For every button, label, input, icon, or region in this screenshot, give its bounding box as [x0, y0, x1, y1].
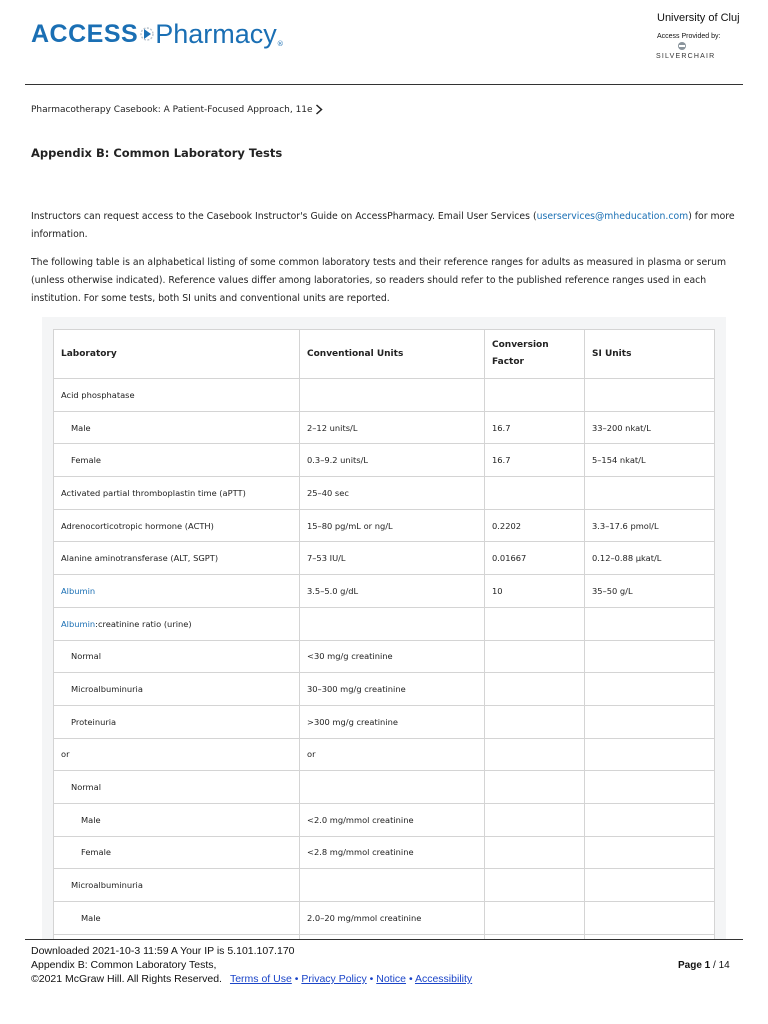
- cell-si: [585, 607, 715, 640]
- page-title: Appendix B: Common Laboratory Tests: [31, 146, 283, 160]
- table-row: [54, 869, 715, 902]
- cell-si: [585, 477, 715, 510]
- copyright-text: ©2021 McGraw Hill. All Rights Reserved.: [31, 973, 222, 985]
- cell-factor: [485, 379, 585, 412]
- cell-conventional: 7–53 IU/L: [300, 542, 485, 575]
- cell-si: 33–200 nkat/L: [585, 411, 715, 444]
- cell-factor: 0.01667: [485, 542, 585, 575]
- footer-links: [230, 973, 472, 985]
- cell-si: 35–50 g/L: [585, 575, 715, 608]
- cell-conventional: or: [300, 738, 485, 771]
- cell-factor: [485, 705, 585, 738]
- cell-si: [585, 705, 715, 738]
- cell-si: [585, 869, 715, 902]
- page-number: [678, 960, 730, 971]
- cell-laboratory: [54, 575, 300, 608]
- cell-factor: [485, 607, 585, 640]
- col-header-conventional-units: Conventional Units: [300, 330, 485, 379]
- cell-conventional: 2.0–20 mg/mmol creatinine: [300, 902, 485, 935]
- cell-laboratory: Alanine aminotransferase (ALT, SGPT): [54, 542, 300, 575]
- table-row: [54, 379, 715, 412]
- cell-si: 3.3–17.6 pmol/L: [585, 509, 715, 542]
- cell-si: [585, 379, 715, 412]
- download-info: Downloaded 2021-10-3 11:59 A Your IP is 5.101.107.170: [31, 945, 295, 957]
- cell-si: [585, 673, 715, 706]
- cell-laboratory: Acid phosphatase: [54, 379, 300, 412]
- cell-factor: [485, 869, 585, 902]
- accesspharmacy-logo[interactable]: [31, 14, 284, 54]
- userservices-email-link[interactable]: userservices@mheducation.com: [536, 211, 689, 222]
- table-row: [54, 607, 715, 640]
- cell-laboratory: Proteinuria: [54, 705, 300, 738]
- table-row: [54, 542, 715, 575]
- cell-conventional: 25–40 sec: [300, 477, 485, 510]
- institution-name: University of Cluj: [657, 12, 740, 24]
- cell-laboratory: [54, 607, 300, 640]
- cell-factor: 10: [485, 575, 585, 608]
- footer-separator: •: [369, 973, 374, 985]
- cell-laboratory: Microalbuminuria: [54, 673, 300, 706]
- logo-gear-arrow-icon: [140, 22, 154, 46]
- table-row: [54, 411, 715, 444]
- cell-si: [585, 738, 715, 771]
- table-row: [54, 477, 715, 510]
- table-row: [54, 738, 715, 771]
- cell-laboratory: Microalbuminuria: [54, 869, 300, 902]
- table-row: [54, 640, 715, 673]
- cell-conventional: [300, 379, 485, 412]
- cell-conventional: >300 mg/g creatinine: [300, 705, 485, 738]
- cell-laboratory: Normal: [54, 640, 300, 673]
- table-row: [54, 836, 715, 869]
- instructor-access-paragraph: [31, 208, 743, 244]
- table-row: [54, 509, 715, 542]
- table-intro-paragraph: The following table is an alphabetical listing of some common laboratory tests and their reference ranges for adults as measured in plasma or serum (unless otherwise indicated). Reference values differ among laboratories, so readers should refer to the published reference ranges used in each institution. For some tests, both SI units and conventional units are reported.: [31, 257, 727, 304]
- table-row: [54, 673, 715, 706]
- chevron-right-icon: [315, 104, 323, 115]
- footer-divider: [25, 939, 743, 940]
- footer-separator: •: [408, 973, 413, 985]
- cell-factor: 16.7: [485, 444, 585, 477]
- cell-si: [585, 836, 715, 869]
- cell-si: 0.12–0.88 μkat/L: [585, 542, 715, 575]
- cell-conventional: 3.5–5.0 g/dL: [300, 575, 485, 608]
- table-row: [54, 705, 715, 738]
- cell-si: [585, 902, 715, 935]
- copyright-line: [31, 973, 472, 985]
- paragraph1-text-before: Instructors can request access to the Casebook Instructor's Guide on AccessPharmacy. Email User Services (: [31, 211, 537, 222]
- notice-link[interactable]: Notice: [376, 973, 407, 985]
- col-header-conversion-factor: Conversion Factor: [485, 330, 585, 379]
- table-row: [54, 771, 715, 804]
- cell-factor: [485, 640, 585, 673]
- page-header: [0, 0, 768, 85]
- cell-conventional: 30–300 mg/g creatinine: [300, 673, 485, 706]
- cell-conventional: 15–80 pg/mL or ng/L: [300, 509, 485, 542]
- terms-of-use-link[interactable]: Terms of Use: [229, 973, 292, 985]
- cell-si: [585, 803, 715, 836]
- table-row: [54, 575, 715, 608]
- table-row: [54, 902, 715, 935]
- cell-si: [585, 640, 715, 673]
- cell-conventional: 0.3–9.2 units/L: [300, 444, 485, 477]
- cell-si: 5–154 nkat/L: [585, 444, 715, 477]
- paragraph1-text-after: ) for more information.: [31, 211, 735, 240]
- logo-registered-mark: ®: [276, 40, 284, 48]
- cell-factor: [485, 738, 585, 771]
- cell-factor: 16.7: [485, 411, 585, 444]
- privacy-policy-link[interactable]: Privacy Policy: [301, 973, 367, 985]
- table-row: [54, 803, 715, 836]
- cell-laboratory: Female: [54, 836, 300, 869]
- silverchair-logo-text: SILVERCHAIR: [656, 53, 716, 60]
- logo-access-text: ACCESS: [31, 19, 139, 48]
- albumin-link[interactable]: Albumin: [61, 585, 96, 596]
- breadcrumb-book-title[interactable]: Pharmacotherapy Casebook: A Patient-Focused Approach, 11e: [31, 104, 313, 115]
- header-divider: [25, 84, 743, 85]
- table-row: [54, 444, 715, 477]
- cell-laboratory: Male: [54, 411, 300, 444]
- cell-factor: [485, 902, 585, 935]
- cell-factor: 0.2202: [485, 509, 585, 542]
- albumin-link[interactable]: Albumin: [61, 618, 96, 629]
- cell-laboratory: Normal: [54, 771, 300, 804]
- cell-laboratory-text: :creatinine ratio (urine): [95, 618, 192, 629]
- page-total: / 14: [710, 960, 730, 971]
- cell-laboratory: Activated partial thromboplastin time (aPTT): [54, 477, 300, 510]
- access-provided-label: Access Provided by:: [657, 33, 721, 40]
- breadcrumb[interactable]: [31, 104, 323, 115]
- cell-conventional: <2.0 mg/mmol creatinine: [300, 803, 485, 836]
- table-header-row: [54, 330, 715, 379]
- col-header-laboratory: Laboratory: [54, 330, 300, 379]
- cell-factor: [485, 673, 585, 706]
- footer-separator: •: [294, 973, 299, 985]
- silverchair-logo-icon: [677, 41, 687, 51]
- cell-laboratory: or: [54, 738, 300, 771]
- accessibility-link[interactable]: Accessibility: [414, 973, 473, 985]
- cell-laboratory: Male: [54, 902, 300, 935]
- cell-laboratory: Male: [54, 803, 300, 836]
- cell-conventional: 2–12 units/L: [300, 411, 485, 444]
- page-current: Page 1: [678, 960, 711, 971]
- logo-pharmacy-text: Pharmacy: [155, 18, 277, 49]
- cell-factor: [485, 803, 585, 836]
- cell-conventional: [300, 869, 485, 902]
- cell-laboratory: Adrenocorticotropic hormone (ACTH): [54, 509, 300, 542]
- cell-factor: [485, 477, 585, 510]
- cell-conventional: <30 mg/g creatinine: [300, 640, 485, 673]
- col-header-si-units: SI Units: [585, 330, 715, 379]
- cell-conventional: [300, 607, 485, 640]
- chapter-citation: Appendix B: Common Laboratory Tests,: [31, 959, 217, 971]
- cell-conventional: [300, 771, 485, 804]
- cell-conventional: <2.8 mg/mmol creatinine: [300, 836, 485, 869]
- cell-factor: [485, 836, 585, 869]
- cell-si: [585, 771, 715, 804]
- cell-factor: [485, 771, 585, 804]
- lab-tests-table: [53, 329, 715, 939]
- lab-table-container: [42, 317, 726, 939]
- cell-laboratory: Female: [54, 444, 300, 477]
